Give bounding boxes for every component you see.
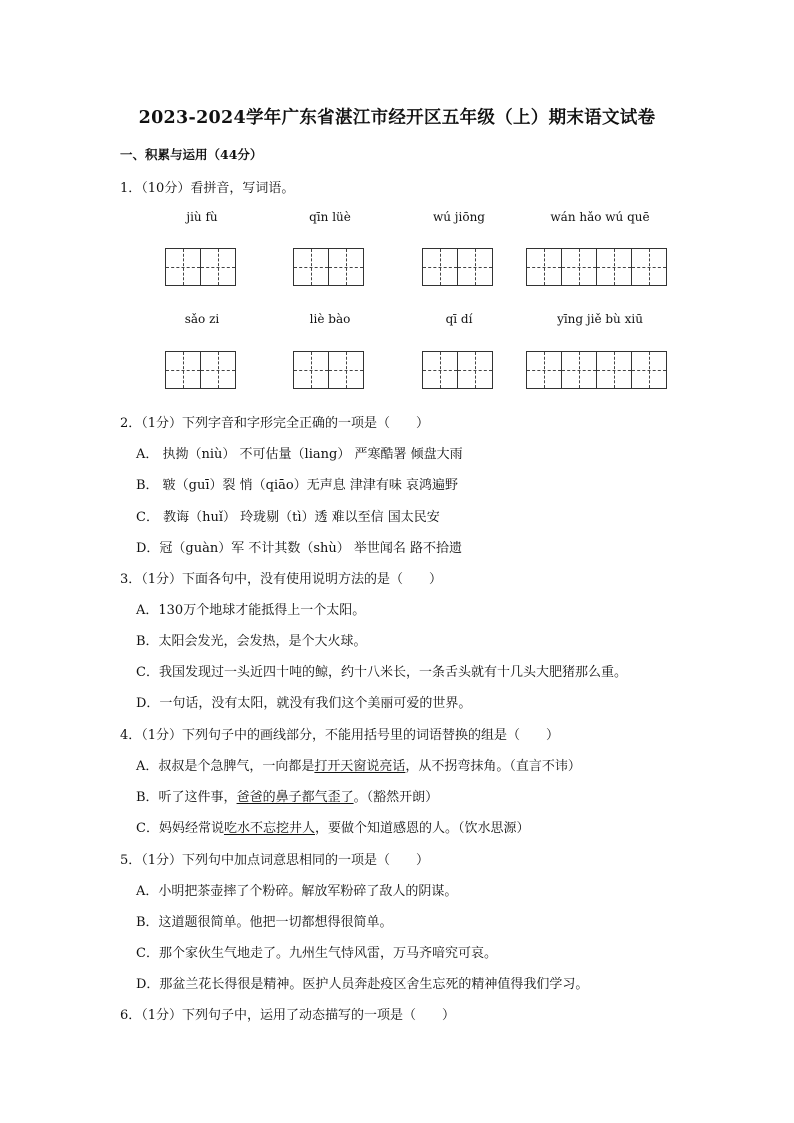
writing-cell[interactable] — [293, 351, 329, 389]
option-text: ，要做个知道感恩的人。（饮水思源） — [314, 821, 530, 836]
option-c[interactable]: C．那个家伙生气地走了。九州生气恃风雷，万马齐喑究可哀。 — [136, 946, 497, 961]
option-c[interactable]: C． 教诲（huǐ） 玲珑剔（tì）透 难以至信 国太民安 — [136, 510, 440, 525]
option-b[interactable] — [136, 786, 438, 805]
question-6-stem: 6．（1分）下列句子中，运用了动态描写的一项是（ ） — [120, 1008, 456, 1023]
writing-cell[interactable] — [328, 248, 364, 286]
question-1-stem: 1．（10分）看拼音，写词语。 — [120, 181, 295, 196]
section-heading: 一、积累与运用（44分） — [120, 147, 263, 162]
question-4-stem: 4．（1分）下列句子中的画线部分，不能用括号里的词语替换的组是（ ） — [120, 728, 560, 743]
option-d[interactable]: D．一句话，没有太阳，就没有我们这个美丽可爱的世界。 — [136, 696, 472, 711]
option-b[interactable]: B．太阳会发光，会发热，是个大火球。 — [136, 634, 367, 649]
question-2-stem: 2．（1分）下列字音和字形完全正确的一项是（ ） — [120, 416, 430, 431]
underlined-phrase: 打开天窗说亮话 — [314, 759, 406, 774]
option-a[interactable] — [136, 755, 581, 774]
option-text: A．叔叔是个急脾气，一向都是 — [136, 759, 315, 774]
option-b[interactable]: B．这道题很简单。他把一切都想得很简单。 — [136, 915, 393, 930]
question-5-stem: 5．（1分）下列句中加点词意思相同的一项是（ ） — [120, 853, 430, 868]
question-3-stem: 3．（1分）下面各句中，没有使用说明方法的是（ ） — [120, 572, 443, 587]
pinyin-label: yīng jiě bù xiū — [557, 312, 643, 326]
writing-cell[interactable] — [200, 351, 236, 389]
underlined-phrase: 爸爸的鼻子都气歪了 — [236, 790, 354, 805]
writing-cell[interactable] — [422, 248, 458, 286]
tianzige-grid[interactable] — [293, 351, 363, 389]
writing-cell[interactable] — [422, 351, 458, 389]
option-a[interactable]: A． 执拗（niù） 不可估量（liang） 严寒酷署 倾盘大雨 — [136, 447, 463, 462]
tianzige-grid[interactable] — [165, 248, 235, 286]
writing-cell[interactable] — [561, 351, 597, 389]
option-text: B．听了这件事， — [136, 790, 237, 805]
pinyin-label: wú jiōng — [432, 210, 485, 224]
writing-cell[interactable] — [293, 248, 329, 286]
pinyin-label: wán hǎo wú quē — [550, 210, 650, 224]
option-d[interactable]: D．冠（guàn）军 不计其数（shù） 举世闻名 路不拾遗 — [136, 541, 463, 556]
tianzige-grid[interactable] — [293, 248, 363, 286]
option-text: C．妈妈经常说 — [136, 821, 224, 836]
option-text: 。（豁然开朗） — [353, 790, 439, 805]
tianzige-grid[interactable] — [422, 248, 492, 286]
option-c[interactable]: C．我国发现过一头近四十吨的鲸，约十八米长，一条舌头就有十几头大肥猪那么重。 — [136, 665, 627, 680]
option-a[interactable]: A．130万个地球才能抵得上一个太阳。 — [136, 603, 366, 618]
writing-cell[interactable] — [200, 248, 236, 286]
underlined-phrase: 吃水不忘挖井人 — [223, 821, 315, 836]
option-c[interactable] — [136, 817, 529, 836]
writing-cell[interactable] — [561, 248, 597, 286]
writing-cell[interactable] — [596, 351, 632, 389]
tianzige-grid[interactable] — [422, 351, 492, 389]
pinyin-label: jiù fù — [186, 210, 218, 224]
writing-cell[interactable] — [631, 248, 667, 286]
option-b[interactable]: B． 皲（guī）裂 悄（qiāo）无声息 津津有味 哀鸿遍野 — [136, 478, 458, 493]
option-a[interactable]: A．小明把茶壶摔了个粉碎。解放军粉碎了敌人的阴谋。 — [136, 884, 458, 899]
page-title: 2023-2024学年广东省湛江市经开区五年级（上）期末语文试卷 — [138, 108, 656, 128]
pinyin-label: qīn lüè — [309, 210, 351, 224]
writing-cell[interactable] — [631, 351, 667, 389]
pinyin-label: liè bào — [309, 312, 351, 326]
writing-cell[interactable] — [526, 248, 562, 286]
pinyin-label: sǎo zi — [184, 312, 220, 326]
writing-cell[interactable] — [328, 351, 364, 389]
writing-cell[interactable] — [457, 351, 493, 389]
tianzige-grid[interactable] — [165, 351, 235, 389]
option-text: ，从不拐弯抹角。（直言不讳） — [405, 759, 581, 774]
pinyin-label: qī dí — [445, 312, 473, 326]
writing-cell[interactable] — [165, 351, 201, 389]
option-d[interactable]: D．那盆兰花长得很是精神。医护人员奔赴疫区舍生忘死的精神值得我们学习。 — [136, 977, 589, 992]
tianzige-grid[interactable] — [526, 248, 666, 286]
writing-cell[interactable] — [165, 248, 201, 286]
writing-cell[interactable] — [457, 248, 493, 286]
writing-cell[interactable] — [526, 351, 562, 389]
writing-cell[interactable] — [596, 248, 632, 286]
tianzige-grid[interactable] — [526, 351, 666, 389]
